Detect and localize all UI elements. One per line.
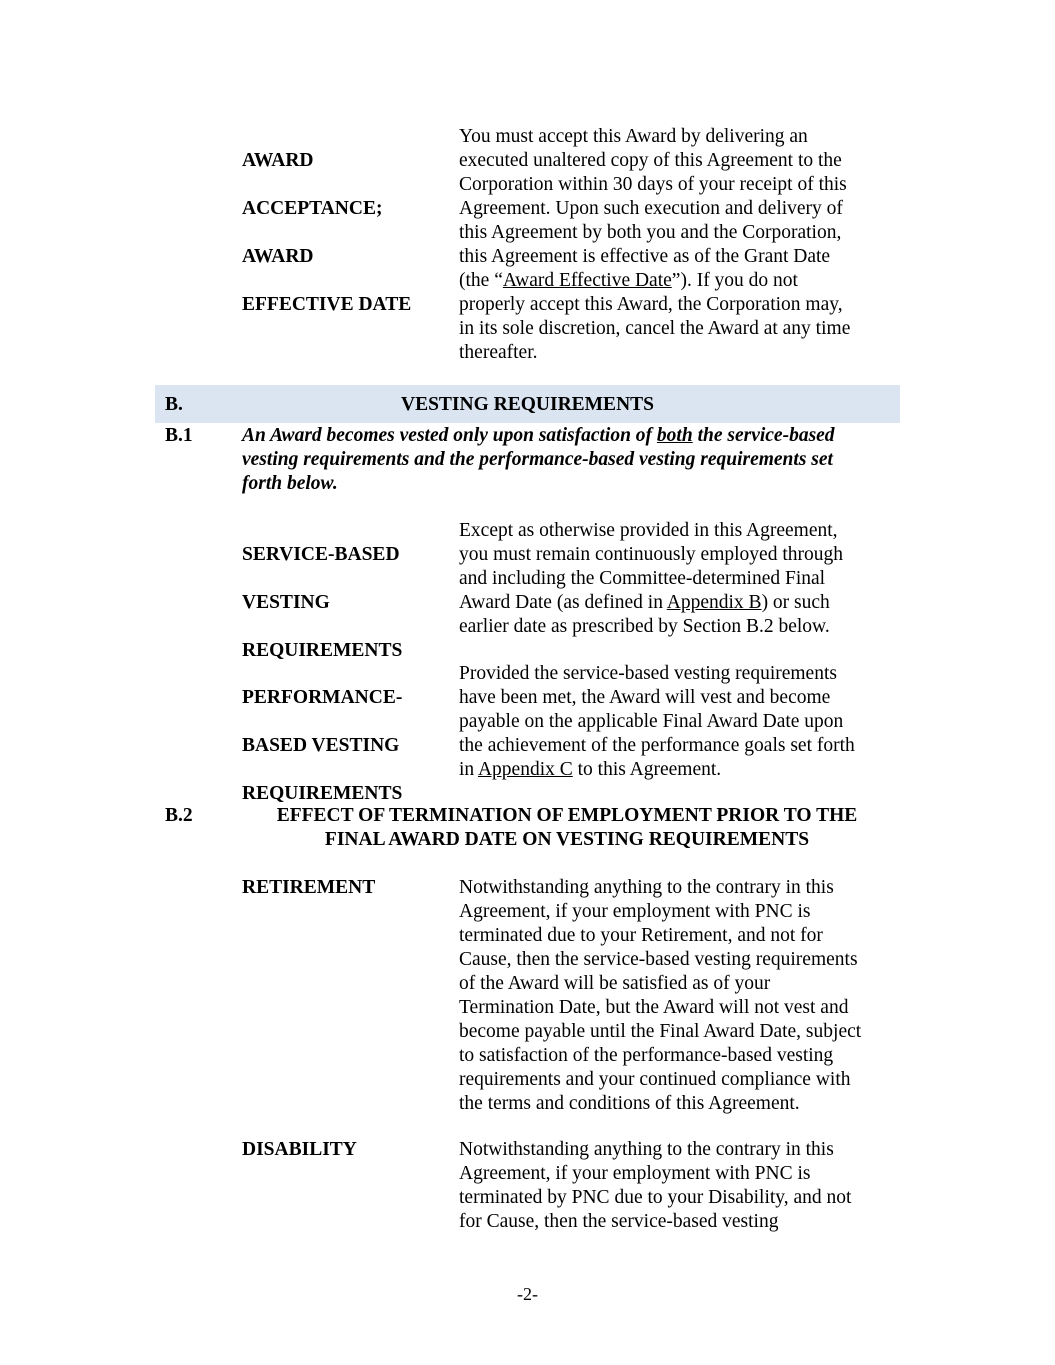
text-line: requirements and your continued compliance with [459,1069,851,1090]
label-line: REQUIREMENTS [242,640,403,661]
section-b-letter: B. [165,394,183,415]
label-line: SERVICE-BASED [242,544,400,565]
b1-number: B.1 [165,425,193,446]
service-based-text [459,519,899,639]
performance-based-text [459,662,899,782]
text-line: become payable until the Final Award Date, subject [459,1021,862,1042]
text-line: forth below. [242,473,338,494]
text-line: for Cause, then the service-based vesting [459,1211,779,1232]
both-emphasis: both [656,425,693,446]
text-line: the terms and conditions of this Agreement. [459,1093,800,1114]
text-line: You must accept this Award by delivering an [459,126,808,147]
label-line: AWARD [242,246,314,267]
text-line: and including the Committee-determined Final [459,568,826,589]
title-line: EFFECT OF TERMINATION OF EMPLOYMENT PRIOR TO THE [276,805,858,826]
text-line [242,424,835,448]
text-fragment: ) or such [761,592,830,613]
b2-number: B.2 [165,805,193,826]
text-fragment: Award Date (as defined in [459,592,667,613]
disability-text [459,1138,899,1234]
text-line: Agreement, if your employment with PNC is [459,1163,811,1184]
text-line: Corporation within 30 days of your receipt of this [459,174,847,195]
appendix-b-link[interactable]: Appendix B [666,592,762,613]
text-line: earlier date as prescribed by Section B.2 below. [459,616,830,637]
page-number: -2- [517,1284,538,1304]
text-line: executed unaltered copy of this Agreement to the [459,150,842,171]
b1-intro [242,424,835,496]
disability-label: DISABILITY [242,1139,357,1160]
text-line: to satisfaction of the performance-based vesting [459,1045,834,1066]
b2-title [242,804,892,852]
text-line: terminated due to your Retirement, and not for [459,925,823,946]
section-b-title: VESTING REQUIREMENTS [400,394,654,415]
text-line: this Agreement is effective as of the Grant Date [459,246,831,267]
label-line: VESTING [242,592,330,613]
text-line: you must remain continuously employed through [459,544,843,565]
text-line [459,269,899,293]
text-line: Notwithstanding anything to the contrary in this [459,1139,834,1160]
text-line: Agreement, if your employment with PNC is [459,901,811,922]
text-fragment: An Award becomes vested only upon satisfaction of [242,425,657,446]
label-line: REQUIREMENTS [242,783,403,804]
retirement-text [459,876,899,1116]
award-acceptance-text [459,125,899,365]
text-line: vesting requirements and the performance-based vesting requirements set [242,449,833,470]
text-line: in its sole discretion, cancel the Award at any time [459,318,851,339]
text-line: Notwithstanding anything to the contrary in this [459,877,834,898]
text-line [459,758,899,782]
text-line: Termination Date, but the Award will not vest and [459,997,849,1018]
text-line: payable on the applicable Final Award Date upon [459,711,844,732]
appendix-c-link[interactable]: Appendix C [477,759,573,780]
award-effective-date-term: Award Effective Date [502,270,672,291]
text-fragment: to this Agreement. [572,759,722,780]
text-fragment: ”). If you do not [671,270,798,291]
text-line: Except as otherwise provided in this Agreement, [459,520,838,541]
text-fragment: the service-based [692,425,835,446]
text-fragment: in [459,759,478,780]
label-line: BASED VESTING [242,735,400,756]
text-line: thereafter. [459,342,538,363]
text-line: this Agreement by both you and the Corporation, [459,222,842,243]
label-line: PERFORMANCE- [242,687,403,708]
text-line: of the Award will be satisfied as of your [459,973,771,994]
label-line: EFFECTIVE DATE [242,294,412,315]
text-line: Provided the service-based vesting requirements [459,663,837,684]
label-line: ACCEPTANCE; [242,198,383,219]
label-line: AWARD [242,150,314,171]
text-line: terminated by PNC due to your Disability, and not [459,1187,852,1208]
text-line [459,591,899,615]
text-line: have been met, the Award will vest and become [459,687,831,708]
text-line: Agreement. Upon such execution and delivery of [459,198,843,219]
text-fragment: (the “ [459,270,503,291]
retirement-label: RETIREMENT [242,877,376,898]
text-line: properly accept this Award, the Corporation may, [459,294,843,315]
award-acceptance-label [242,125,411,341]
text-line: Cause, then the service-based vesting requirements [459,949,858,970]
text-line: the achievement of the performance goals set forth [459,735,855,756]
title-line: FINAL AWARD DATE ON VESTING REQUIREMENTS [324,829,810,850]
